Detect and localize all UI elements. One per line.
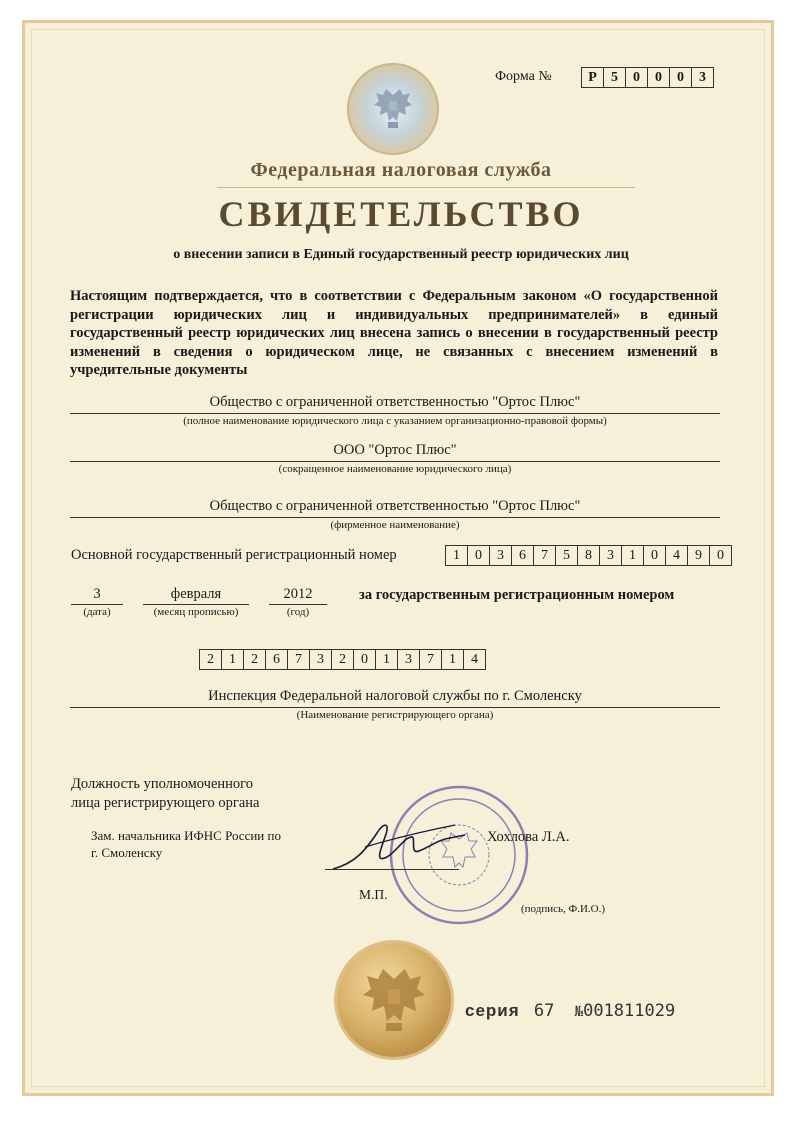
official-name: Хохлова Л.А. bbox=[487, 829, 570, 845]
ogrn-digit: 3 bbox=[600, 545, 622, 566]
ogrn-digit: 7 bbox=[534, 545, 556, 566]
grn-digit: 2 bbox=[199, 649, 222, 670]
ogrn-digit: 0 bbox=[644, 545, 666, 566]
ogrn-digit: 9 bbox=[688, 545, 710, 566]
grn-cells bbox=[199, 649, 486, 670]
grn-digit: 3 bbox=[310, 649, 332, 670]
grn-digit: 7 bbox=[288, 649, 310, 670]
grn-digit: 2 bbox=[244, 649, 266, 670]
official-title-line: лица регистрирующего органа bbox=[71, 795, 260, 811]
official-position-line: г. Смоленску bbox=[91, 845, 163, 860]
date-year-caption: (год) bbox=[286, 606, 310, 618]
ogrn-digit: 0 bbox=[468, 545, 490, 566]
ogrn-digit: 0 bbox=[710, 545, 732, 566]
signature-icon bbox=[325, 811, 485, 881]
signature-line bbox=[325, 869, 459, 870]
series-label: серия bbox=[465, 1001, 520, 1020]
official-position bbox=[91, 827, 281, 861]
full-name-field bbox=[70, 393, 720, 428]
number-sign: № bbox=[574, 1004, 584, 1020]
short-name-field bbox=[70, 441, 720, 476]
document-title: СВИДЕТЕЛЬСТВО bbox=[218, 194, 584, 234]
official-title-line: Должность уполномоченного bbox=[71, 776, 254, 792]
date-month bbox=[143, 585, 249, 619]
grn-digit: 2 bbox=[332, 649, 354, 670]
form-number-cell: 5 bbox=[604, 67, 626, 88]
grn-label: за государственным регистрационным номером bbox=[359, 587, 675, 603]
grn-digit: 1 bbox=[222, 649, 244, 670]
ogrn-digit: 1 bbox=[622, 545, 644, 566]
date-day bbox=[71, 585, 123, 619]
form-number-cell: Р bbox=[581, 67, 604, 88]
signature-caption: (подпись, Ф.И.О.) bbox=[521, 903, 605, 915]
date-month-caption: (месяц прописью) bbox=[153, 606, 239, 618]
certificate-sheet bbox=[22, 20, 774, 1096]
short-name-caption: (сокращенное наименование юридического лица) bbox=[278, 463, 512, 475]
grn-digit: 1 bbox=[376, 649, 398, 670]
serial-number bbox=[465, 1001, 675, 1021]
agency-name: Федеральная налоговая служба bbox=[250, 159, 552, 181]
company-name-value: Общество с ограниченной ответственностью "Ортос Плюс" bbox=[70, 497, 720, 518]
form-number-cell: 0 bbox=[670, 67, 692, 88]
serial-number-value: 001811029 bbox=[583, 1001, 676, 1021]
grn-digit: 4 bbox=[464, 649, 486, 670]
authority-value: Инспекция Федеральной налоговой службы по г. Смоленску bbox=[70, 687, 720, 708]
seal-place-label: М.П. bbox=[359, 887, 388, 902]
date-day-caption: (дата) bbox=[83, 606, 111, 618]
grn-digit: 0 bbox=[354, 649, 376, 670]
grn-digit: 3 bbox=[398, 649, 420, 670]
agency-underline bbox=[217, 187, 635, 188]
official-title bbox=[71, 775, 259, 813]
form-number-cell: 3 bbox=[692, 67, 714, 88]
form-number-cells bbox=[581, 67, 714, 88]
authority-field bbox=[70, 687, 720, 722]
form-number-cell: 0 bbox=[626, 67, 648, 88]
ogrn-digit: 4 bbox=[666, 545, 688, 566]
ogrn-digit: 3 bbox=[490, 545, 512, 566]
document-subtitle: о внесении записи в Единый государственный реестр юридических лиц bbox=[173, 247, 629, 262]
full-name-value: Общество с ограниченной ответственностью "Ортос Плюс" bbox=[70, 393, 720, 414]
ogrn-digit: 6 bbox=[512, 545, 534, 566]
authority-caption: (Наименование регистрирующего органа) bbox=[296, 709, 494, 721]
date-year bbox=[269, 585, 327, 619]
hologram-emblem bbox=[347, 63, 439, 155]
coat-of-arms-icon bbox=[359, 963, 429, 1037]
gold-seal bbox=[337, 943, 451, 1057]
confirmation-text: Настоящим подтверждается, что в соответствии с Федеральным законом «О государственной регистрации юридических лиц и индивидуальных предпринимателей» в единый государственный реестр юридических лиц внесена запись о внесении в государственный реестр изменений в сведения о юридическом лице, не связанных с внесением изменений в учредительные документы bbox=[70, 288, 718, 378]
company-name-caption: (фирменное наименование) bbox=[330, 519, 460, 531]
grn-digit: 6 bbox=[266, 649, 288, 670]
form-number-cell: 0 bbox=[648, 67, 670, 88]
ogrn-digit: 5 bbox=[556, 545, 578, 566]
ogrn-digit: 1 bbox=[445, 545, 468, 566]
form-number-label: Форма № bbox=[495, 69, 552, 84]
series-value: 67 bbox=[533, 1001, 555, 1021]
grn-digit: 1 bbox=[442, 649, 464, 670]
date-year-value: 2012 bbox=[269, 585, 327, 605]
ogrn-label: Основной государственный регистрационный номер bbox=[71, 547, 397, 563]
full-name-caption: (полное наименование юридического лица с указанием организационно-правовой формы) bbox=[183, 415, 607, 427]
short-name-value: ООО "Ортос Плюс" bbox=[70, 441, 720, 462]
company-name-field bbox=[70, 497, 720, 532]
grn-digit: 7 bbox=[420, 649, 442, 670]
double-headed-eagle-icon bbox=[372, 85, 414, 131]
ogrn-digit: 8 bbox=[578, 545, 600, 566]
ogrn-cells bbox=[445, 545, 732, 566]
date-day-value: 3 bbox=[71, 585, 123, 605]
date-month-value: февраля bbox=[143, 585, 249, 605]
official-position-line: Зам. начальника ИФНС России по bbox=[91, 828, 281, 843]
